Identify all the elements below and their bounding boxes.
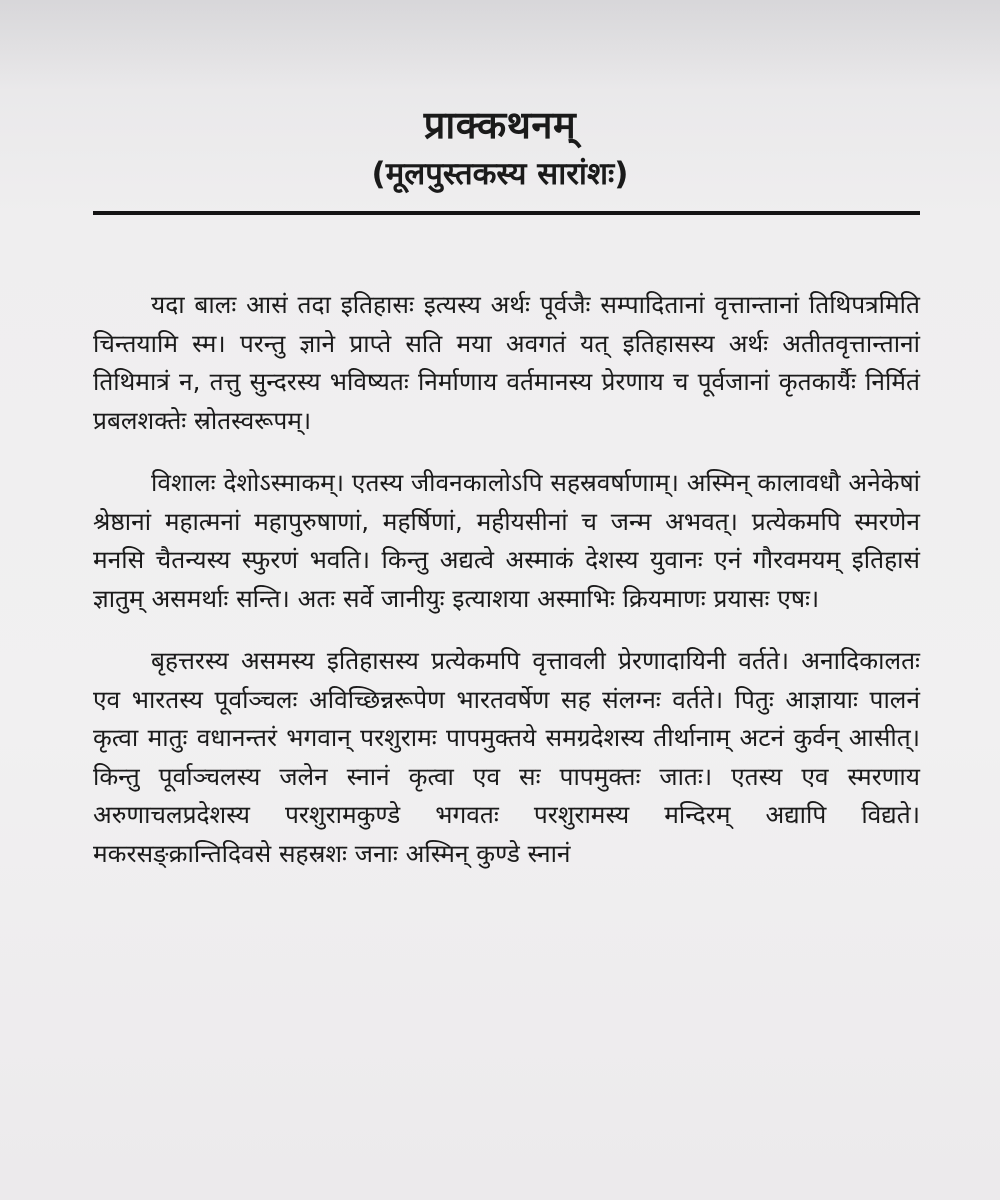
- title-divider: [93, 211, 920, 215]
- page-subtitle: (मूलपुस्तकस्य सारांशः): [371, 156, 629, 192]
- paragraph-2: विशालः देशोऽस्माकम्। एतस्य जीवनकालोऽपि सहस्रवर्षाणाम्। अस्मिन् कालावधौ अनेकेषां श्रेष्ठानां महात्मनां महापुरुषाणां, महर्षिणां, महीयसीनां च जन्म अभवत्। प्रत्येकमपि स्मरणेन मनसि चैतन्यस्य स्फुरणं भवति। किन्तु अद्यत्वे अस्माकं देशस्य युवानः एनं गौरवमयम् इतिहासं ज्ञातुम् असमर्थाः सन्ति। अतः सर्वे जानीयुः इत्याशया अस्माभिः क्रियमाणः प्रयासः एषः।: [93, 468, 920, 613]
- page-title: प्राक्कथनम्: [423, 103, 577, 147]
- paragraph-3: बृहत्तरस्य असमस्य इतिहासस्य प्रत्येकमपि वृत्तावली प्रेरणादायिनी वर्तते। अनादिकालतः एव भारतस्य पूर्वाञ्चलः अविच्छिन्नरूपेण भारतवर्षेण सह संलग्नः वर्तते। पितुः आज्ञायाः पालनं कृत्वा मातुः वधानन्तरं भगवान् परशुरामः पापमुक्तये समग्रदेशस्य तीर्थानाम् अटनं कुर्वन् आसीत्। किन्तु पूर्वाञ्चलस्य जलेन स्नानं कृत्वा एव सः पापमुक्तः जातः। एतस्य एव स्मरणाय अरुणाचलप्रदेशस्य परशुरामकुण्डे भगवतः परशुरामस्य मन्दिरम् अद्यापि विद्यते। मकरसङ्क्रान्तिदिवसे सहस्रशः जनाः अस्मिन् कुण्डे स्नानं: [93, 646, 920, 868]
- paragraph-1: यदा बालः आसं तदा इतिहासः इत्यस्य अर्थः पूर्वजैः सम्पादितानां वृत्तान्तानां तिथिपत्रमिति चिन्तयामि स्म। परन्तु ज्ञाने प्राप्ते सति मया अवगतं यत् इतिहासस्य अर्थः अतीतवृत्तान्तानां तिथिमात्रं न, तत्तु सुन्दरस्य भविष्यतः निर्माणाय वर्तमानस्य प्रेरणाय च पूर्वजानां कृतकार्यैः निर्मितं प्रबलशक्तेः स्रोतस्वरूपम्।: [93, 290, 920, 435]
- body-text: [93, 286, 920, 897]
- show-through-shadow: [0, 0, 1000, 90]
